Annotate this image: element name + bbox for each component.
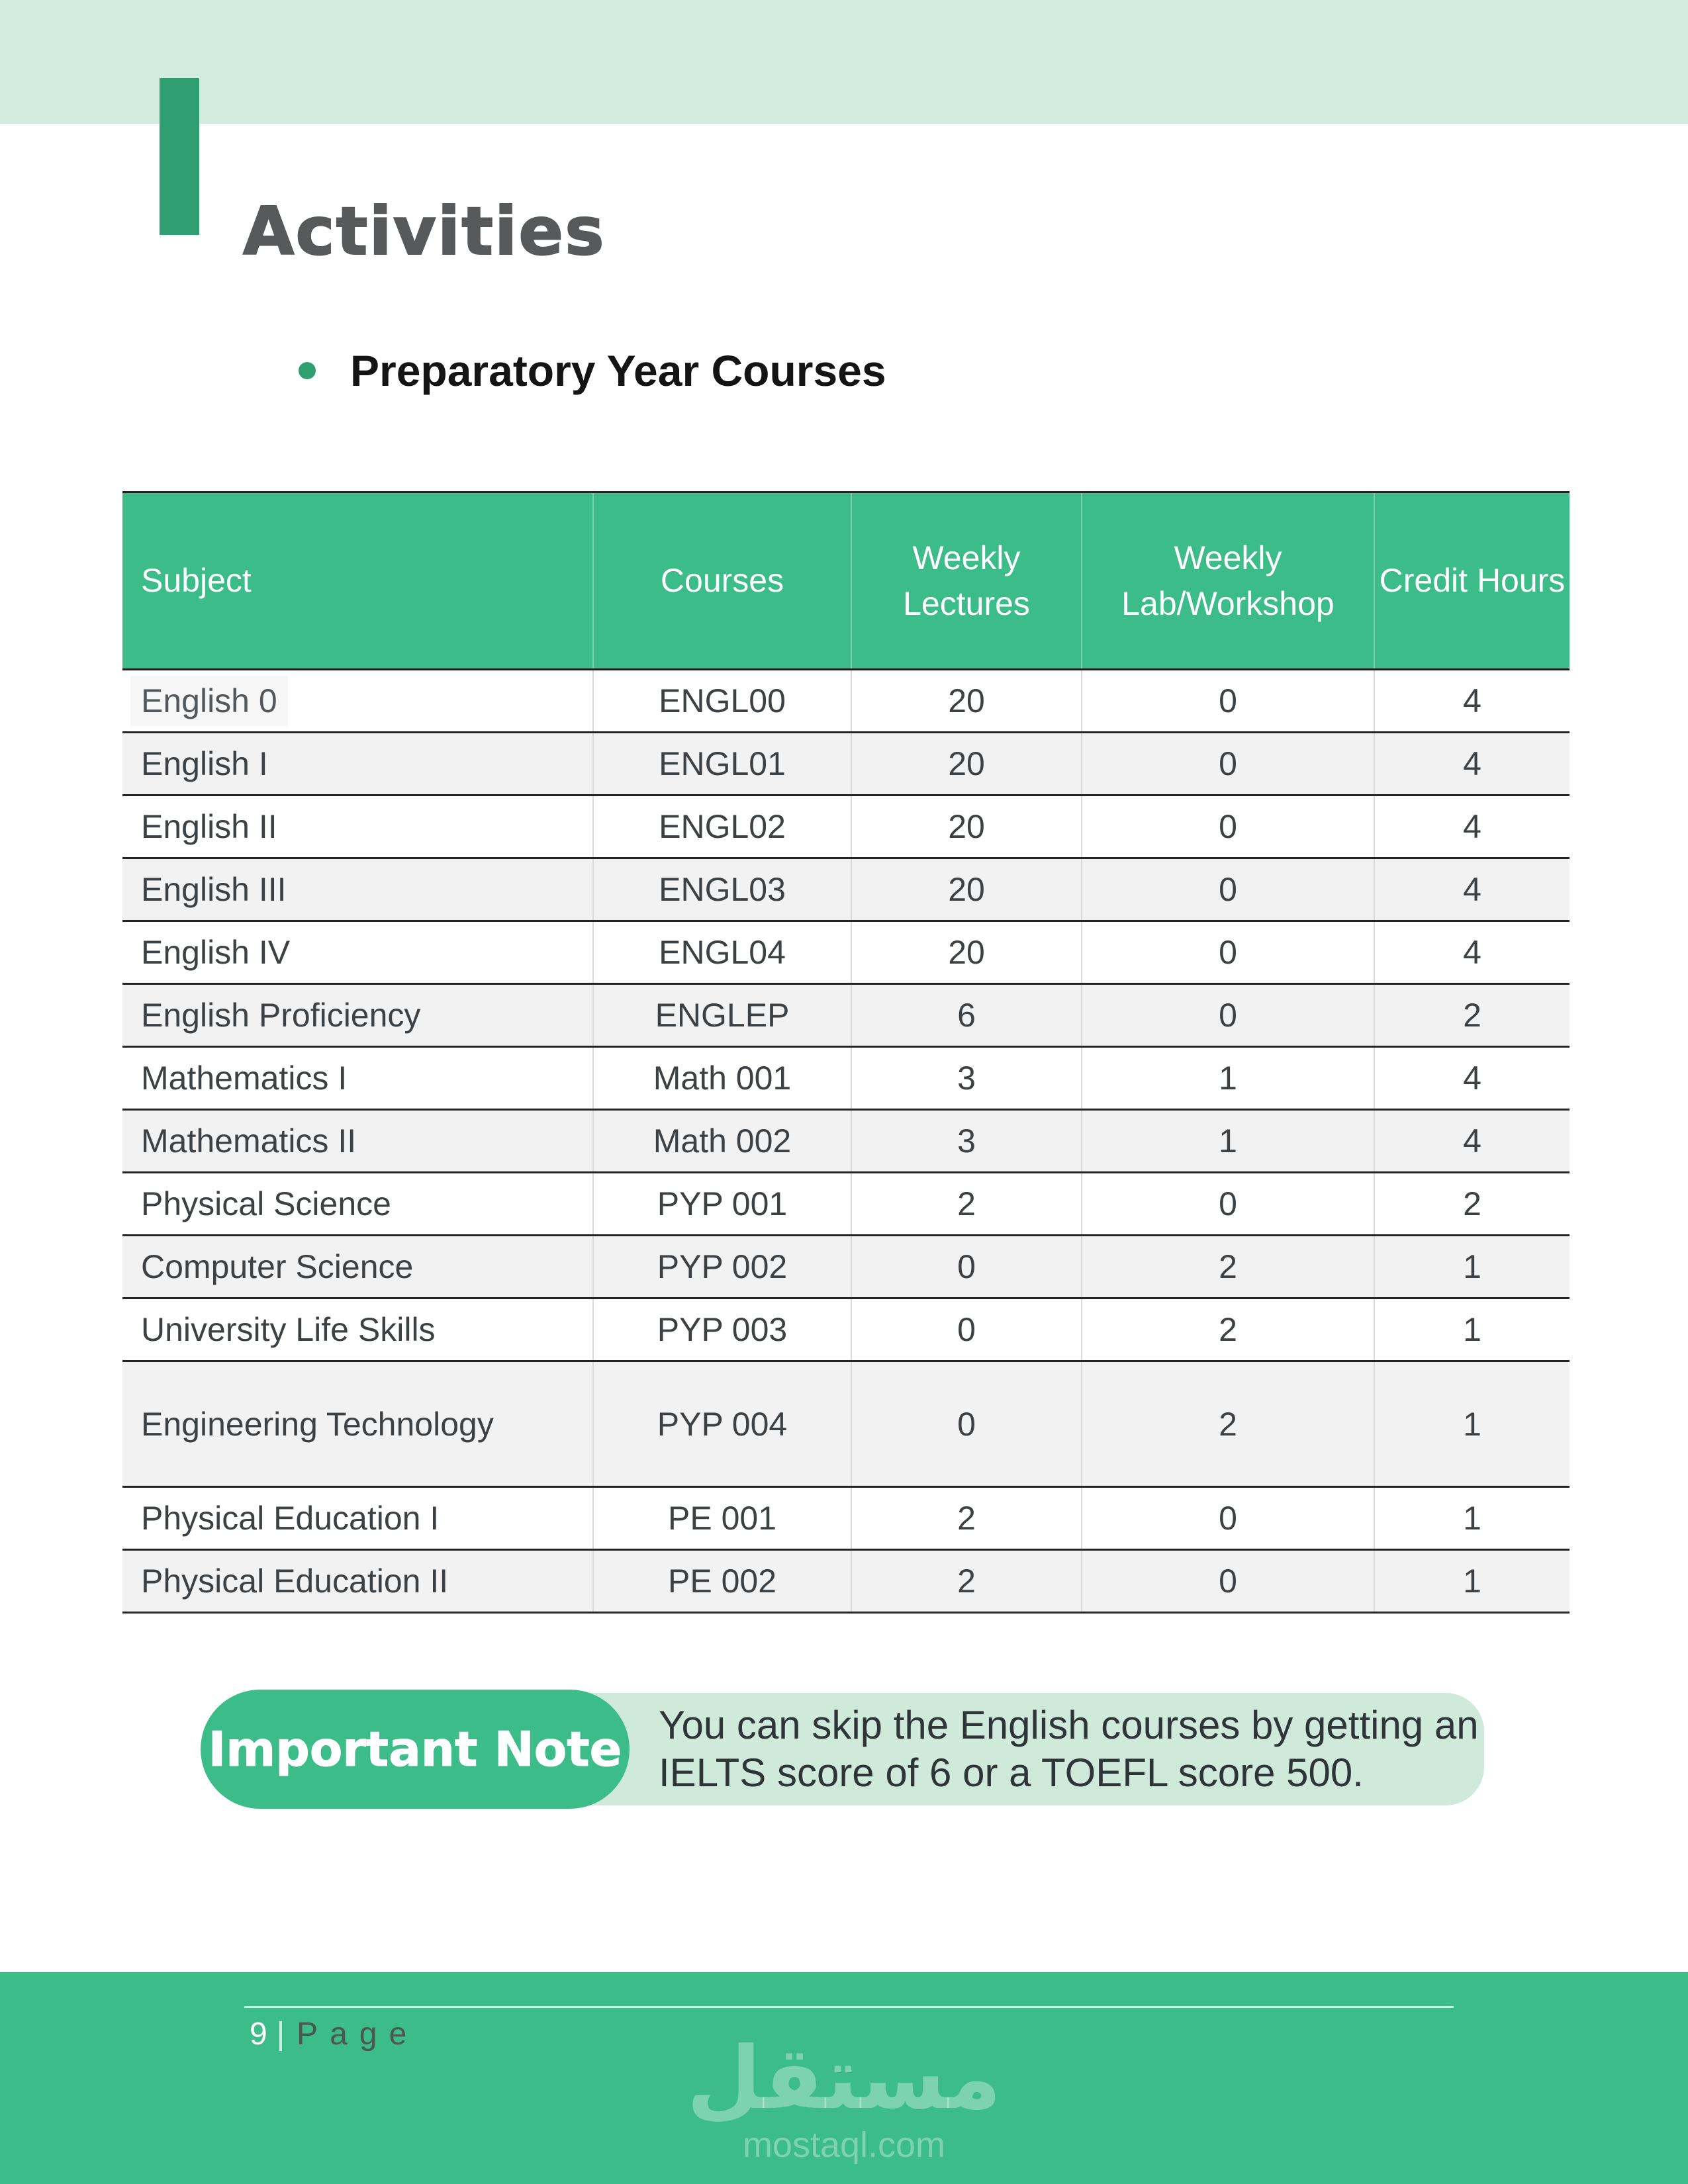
note-text-line-1: You can skip the English courses by getting an: [659, 1703, 1479, 1747]
col-header-subject: Subject: [122, 492, 593, 670]
watermark-domain: mostaql.com: [742, 2125, 946, 2165]
table-row: [122, 1173, 1570, 1236]
subject-text: English III: [141, 871, 287, 908]
subject-text: Computer Science: [141, 1248, 414, 1285]
course-code-cell: ENGL04: [593, 921, 851, 984]
course-code-cell: ENGL01: [593, 733, 851, 796]
subject-cell: [122, 1550, 593, 1613]
subject-text: Physical Education II: [141, 1563, 449, 1600]
course-code-cell: ENGL00: [593, 670, 851, 733]
subject-text: English Proficiency: [141, 997, 421, 1034]
weekly-lectures-cell: 0: [851, 1361, 1082, 1487]
footer-divider: [244, 2006, 1454, 2008]
subject-cell: [122, 733, 593, 796]
credit-hours-cell: 1: [1374, 1550, 1570, 1613]
table-header-row: [122, 492, 1570, 670]
course-code-cell: Math 001: [593, 1047, 851, 1110]
subject-text: English II: [141, 808, 277, 845]
credit-hours-cell: 4: [1374, 733, 1570, 796]
subject-cell: [122, 1110, 593, 1173]
course-code-cell: PE 002: [593, 1550, 851, 1613]
subject-text: English I: [141, 745, 268, 782]
table-row: [122, 921, 1570, 984]
col-header-credit-hours: Credit Hours: [1374, 492, 1570, 670]
weekly-lectures-cell: 2: [851, 1487, 1082, 1550]
weekly-lectures-cell: 20: [851, 670, 1082, 733]
table-row: [122, 1361, 1570, 1487]
subject-cell: [122, 1047, 593, 1110]
weekly-lectures-cell: 20: [851, 796, 1082, 858]
bullet-heading: [299, 347, 886, 394]
weekly-lectures-cell: 20: [851, 733, 1082, 796]
col-header-weekly-lectures: Weekly Lectures: [851, 492, 1082, 670]
subject-cell: [122, 796, 593, 858]
credit-hours-cell: 4: [1374, 1110, 1570, 1173]
course-code-cell: PYP 002: [593, 1236, 851, 1298]
subject-text: Physical Science: [141, 1185, 391, 1222]
page-word: Page: [297, 2017, 419, 2052]
weekly-lab-cell: 0: [1082, 1550, 1374, 1613]
weekly-lab-cell: 1: [1082, 1110, 1374, 1173]
credit-hours-cell: 1: [1374, 1236, 1570, 1298]
subject-cell: [122, 670, 593, 733]
page-number-label: [250, 2016, 418, 2052]
subject-cell: [122, 1487, 593, 1550]
course-code-cell: Math 002: [593, 1110, 851, 1173]
subject-cell: [122, 921, 593, 984]
course-code-cell: ENGLEP: [593, 984, 851, 1047]
subject-cell: [122, 858, 593, 921]
course-code-cell: PYP 004: [593, 1361, 851, 1487]
subject-text: English IV: [141, 934, 291, 971]
table-row: [122, 670, 1570, 733]
subject-text: English 0: [130, 676, 288, 726]
table-row: [122, 796, 1570, 858]
credit-hours-cell: 4: [1374, 796, 1570, 858]
weekly-lectures-cell: 3: [851, 1047, 1082, 1110]
table-row: [122, 858, 1570, 921]
weekly-lectures-cell: 20: [851, 858, 1082, 921]
weekly-lab-cell: 0: [1082, 1173, 1374, 1236]
weekly-lectures-cell: 0: [851, 1298, 1082, 1361]
bullet-label: Preparatory Year Courses: [350, 346, 886, 395]
subject-cell: [122, 1361, 593, 1487]
table-row: [122, 1236, 1570, 1298]
col-header-courses: Courses: [593, 492, 851, 670]
course-code-cell: ENGL03: [593, 858, 851, 921]
weekly-lab-cell: 0: [1082, 796, 1374, 858]
credit-hours-cell: 1: [1374, 1361, 1570, 1487]
weekly-lectures-cell: 2: [851, 1550, 1082, 1613]
note-text-line-2: IELTS score of 6 or a TOEFL score 500.: [659, 1751, 1364, 1795]
credit-hours-cell: 4: [1374, 1047, 1570, 1110]
weekly-lab-cell: 0: [1082, 1487, 1374, 1550]
course-code-cell: ENGL02: [593, 796, 851, 858]
footer-band: [0, 1972, 1688, 2184]
subject-cell: [122, 984, 593, 1047]
weekly-lab-cell: 2: [1082, 1361, 1374, 1487]
top-band: [0, 0, 1688, 124]
weekly-lab-cell: 0: [1082, 733, 1374, 796]
weekly-lab-cell: 2: [1082, 1236, 1374, 1298]
credit-hours-cell: 1: [1374, 1298, 1570, 1361]
weekly-lectures-cell: 3: [851, 1110, 1082, 1173]
weekly-lab-cell: 0: [1082, 921, 1374, 984]
subject-text: University Life Skills: [141, 1311, 436, 1348]
credit-hours-cell: 2: [1374, 984, 1570, 1047]
credit-hours-cell: 2: [1374, 1173, 1570, 1236]
subject-cell: [122, 1173, 593, 1236]
subject-text: Mathematics II: [141, 1122, 357, 1160]
courses-table: [122, 491, 1570, 1614]
important-note-badge: [201, 1690, 630, 1809]
course-code-cell: PE 001: [593, 1487, 851, 1550]
credit-hours-cell: 4: [1374, 858, 1570, 921]
weekly-lab-cell: 2: [1082, 1298, 1374, 1361]
course-code-cell: PYP 003: [593, 1298, 851, 1361]
page-separator: |: [276, 2017, 285, 2052]
credit-hours-cell: 4: [1374, 921, 1570, 984]
weekly-lab-cell: 0: [1082, 670, 1374, 733]
weekly-lab-cell: 0: [1082, 858, 1374, 921]
watermark-arabic-logo: مستقل: [686, 2028, 1002, 2128]
subject-text: Physical Education I: [141, 1500, 440, 1537]
table-row: [122, 1550, 1570, 1613]
important-note-label: Important Note: [208, 1721, 622, 1777]
weekly-lectures-cell: 6: [851, 984, 1082, 1047]
table-row: [122, 1487, 1570, 1550]
subject-cell: [122, 1236, 593, 1298]
subject-text: Mathematics I: [141, 1060, 348, 1097]
table-row: [122, 733, 1570, 796]
course-code-cell: PYP 001: [593, 1173, 851, 1236]
table-row: [122, 984, 1570, 1047]
weekly-lab-cell: 1: [1082, 1047, 1374, 1110]
course-table-body: [122, 670, 1570, 1613]
accent-bar: [160, 78, 199, 235]
bullet-icon: [299, 362, 316, 379]
subject-text: Engineering Technology: [141, 1405, 494, 1443]
table-row: [122, 1298, 1570, 1361]
col-header-weekly-lab: Weekly Lab/Workshop: [1082, 492, 1374, 670]
weekly-lectures-cell: 20: [851, 921, 1082, 984]
weekly-lectures-cell: 2: [851, 1173, 1082, 1236]
table-header: [122, 492, 1570, 670]
table-row: [122, 1110, 1570, 1173]
weekly-lectures-cell: 0: [851, 1236, 1082, 1298]
credit-hours-cell: 1: [1374, 1487, 1570, 1550]
table-row: [122, 1047, 1570, 1110]
subject-cell: [122, 1298, 593, 1361]
credit-hours-cell: 4: [1374, 670, 1570, 733]
weekly-lab-cell: 0: [1082, 984, 1374, 1047]
page-title: Activities: [243, 193, 606, 270]
page-number: 9: [250, 2017, 267, 2052]
